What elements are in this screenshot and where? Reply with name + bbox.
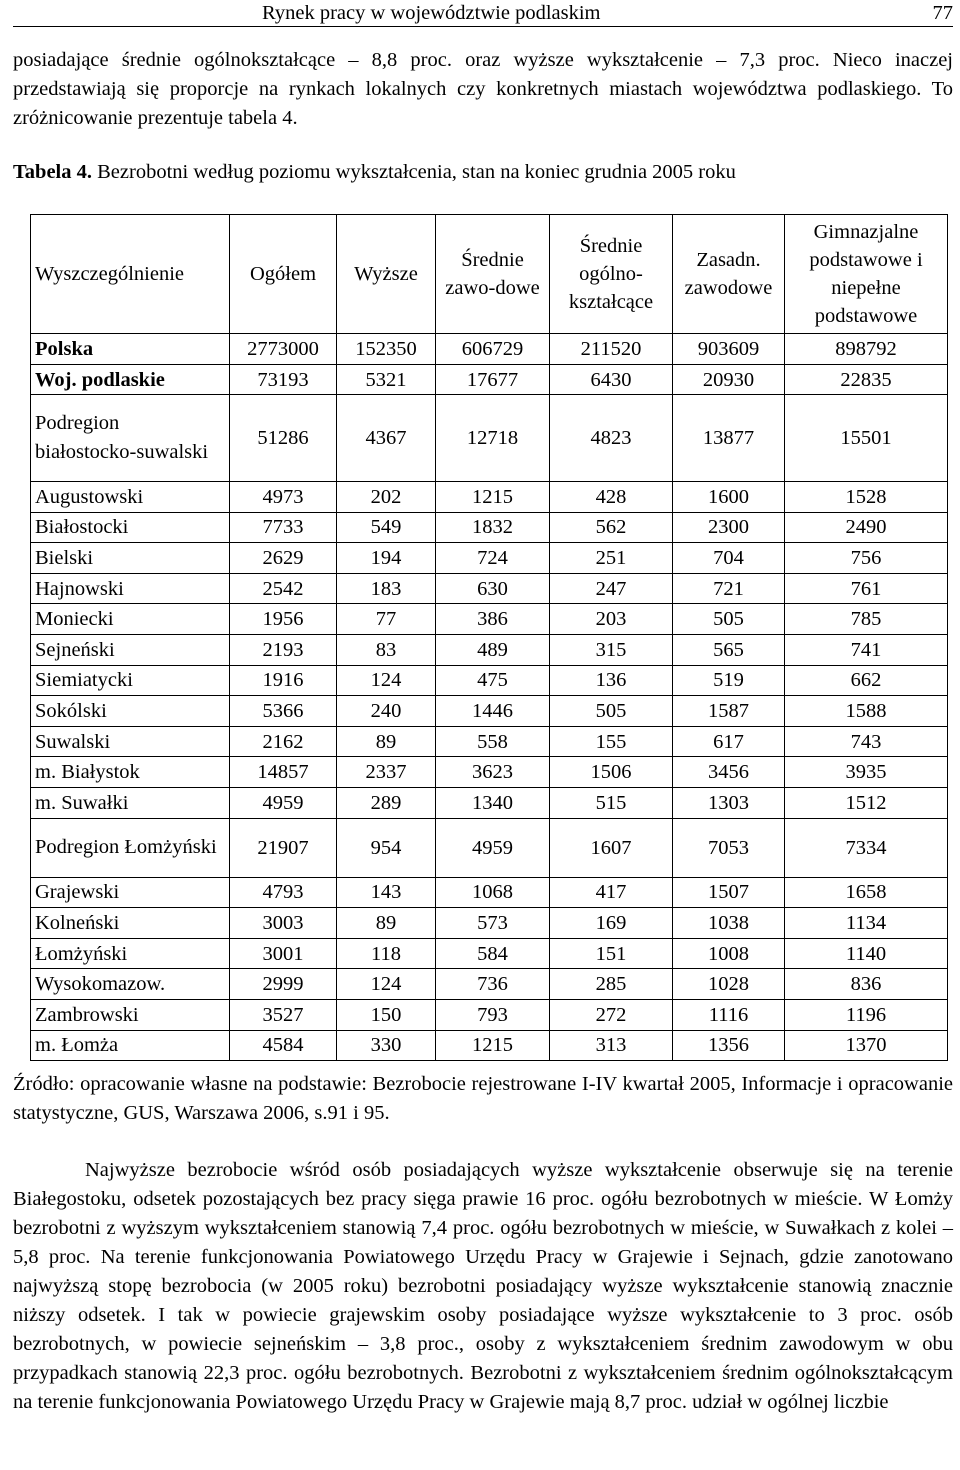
value-cell: 1068 <box>436 877 550 908</box>
value-cell: 573 <box>436 908 550 939</box>
value-cell: 475 <box>436 665 550 696</box>
value-cell: 793 <box>436 999 550 1030</box>
value-cell: 202 <box>337 482 436 513</box>
value-cell: 3003 <box>230 908 337 939</box>
value-cell: 211520 <box>550 334 673 365</box>
value-cell: 14857 <box>230 757 337 788</box>
value-cell: 1215 <box>436 482 550 513</box>
row-label: Bielski <box>31 543 230 574</box>
value-cell: 2773000 <box>230 334 337 365</box>
table-row <box>31 938 948 969</box>
value-cell: 2542 <box>230 573 337 604</box>
page-number: 77 <box>932 2 953 24</box>
value-cell: 1140 <box>785 938 948 969</box>
row-label: Sokólski <box>31 696 230 727</box>
value-cell: 7733 <box>230 512 337 543</box>
value-cell: 2490 <box>785 512 948 543</box>
row-label: Siemiatycki <box>31 665 230 696</box>
table-row <box>31 573 948 604</box>
value-cell: 4823 <box>550 395 673 482</box>
value-cell: 515 <box>550 787 673 818</box>
value-cell: 1028 <box>673 969 785 1000</box>
value-cell: 315 <box>550 634 673 665</box>
value-cell: 1658 <box>785 877 948 908</box>
value-cell: 1587 <box>673 696 785 727</box>
source-note: Źródło: opracowanie własne na podstawie: Bezrobocie rejestrowane I-IV kwartał 2005, Informacje i opracowanie statystyczne, GUS, Warszawa 2006, s.91 i 95. <box>13 1073 953 1124</box>
unemployment-by-education-table <box>30 214 948 1061</box>
value-cell: 4793 <box>230 877 337 908</box>
row-label: Woj. podlaskie <box>31 365 230 395</box>
value-cell: 2337 <box>337 757 436 788</box>
value-cell: 954 <box>337 818 436 877</box>
running-header <box>13 2 953 27</box>
value-cell: 562 <box>550 512 673 543</box>
table-row <box>31 969 948 1000</box>
value-cell: 183 <box>337 573 436 604</box>
row-label: Moniecki <box>31 604 230 635</box>
row-label: Białostocki <box>31 512 230 543</box>
value-cell: 12718 <box>436 395 550 482</box>
value-cell: 330 <box>337 1030 436 1061</box>
value-cell: 17677 <box>436 365 550 395</box>
value-cell: 5321 <box>337 365 436 395</box>
table-row <box>31 512 948 543</box>
table-row <box>31 999 948 1030</box>
value-cell: 15501 <box>785 395 948 482</box>
table-row <box>31 482 948 513</box>
body-paragraph-text: Najwyższe bezrobocie wśród osób posiadających wyższe wykształcenie obserwuje się na terenie Białegostoku, odsetek pozostających bez pracy sięga prawie 16 proc. ogółu bezrobotnych w mieście. W Łomży bezrobotni z wyższym wykształceniem stanowią 7,4 proc. ogółu bezrobotnych w mieście, w Suwałkach z kolei – 5,8 proc. Na terenie funkcjonowania Powiatowego Urzędu Pracy w Grajewie i Sejnach, gdzie zanotowano najwyższą stopę bezrobocia (w 2005 roku) bezrobotni posiadający wyższe wykształcenie stanowią znacznie niższy odsetek. I tak w powiecie grajewskim osoby posiadające wyższe wykształcenie to 3 proc. osób bezrobotnych, w powiecie sejneńskim – 3,8 proc., osoby z wykształceniem średnim zawodowym w obu przypadkach stanowią 22,3 proc. ogółu bezrobotnych. Bezrobotni z wykształceniem średnim ogólnokształcącym na terenie funkcjonowania Powiatowego Urzędu Pracy w Grajewie mają 8,7 proc. udział w ogólnej liczbie <box>13 1159 953 1413</box>
value-cell: 4367 <box>337 395 436 482</box>
value-cell: 505 <box>673 604 785 635</box>
value-cell: 1528 <box>785 482 948 513</box>
value-cell: 77 <box>337 604 436 635</box>
value-cell: 83 <box>337 634 436 665</box>
value-cell: 428 <box>550 482 673 513</box>
value-cell: 150 <box>337 999 436 1030</box>
value-cell: 724 <box>436 543 550 574</box>
header-cell: Gimnazjalne podstawowe i niepełne podstawowe <box>785 215 948 334</box>
value-cell: 584 <box>436 938 550 969</box>
value-cell: 2999 <box>230 969 337 1000</box>
value-cell: 7053 <box>673 818 785 877</box>
value-cell: 124 <box>337 665 436 696</box>
value-cell: 2193 <box>230 634 337 665</box>
value-cell: 155 <box>550 726 673 757</box>
value-cell: 194 <box>337 543 436 574</box>
value-cell: 169 <box>550 908 673 939</box>
row-label: Łomżyński <box>31 938 230 969</box>
table-row <box>31 877 948 908</box>
value-cell: 3935 <box>785 757 948 788</box>
value-cell: 118 <box>337 938 436 969</box>
value-cell: 251 <box>550 543 673 574</box>
value-cell: 1356 <box>673 1030 785 1061</box>
value-cell: 5366 <box>230 696 337 727</box>
table-row <box>31 696 948 727</box>
value-cell: 1832 <box>436 512 550 543</box>
value-cell: 3527 <box>230 999 337 1030</box>
table-row <box>31 604 948 635</box>
value-cell: 1506 <box>550 757 673 788</box>
value-cell: 1507 <box>673 877 785 908</box>
value-cell: 741 <box>785 634 948 665</box>
value-cell: 152350 <box>337 334 436 365</box>
row-label: Grajewski <box>31 877 230 908</box>
value-cell: 21907 <box>230 818 337 877</box>
row-label: Sejneński <box>31 634 230 665</box>
value-cell: 606729 <box>436 334 550 365</box>
value-cell: 761 <box>785 573 948 604</box>
value-cell: 1196 <box>785 999 948 1030</box>
value-cell: 903609 <box>673 334 785 365</box>
value-cell: 1607 <box>550 818 673 877</box>
table-caption <box>13 158 736 187</box>
table-row <box>31 757 948 788</box>
value-cell: 1303 <box>673 787 785 818</box>
value-cell: 1956 <box>230 604 337 635</box>
table-row <box>31 543 948 574</box>
value-cell: 151 <box>550 938 673 969</box>
table-row <box>31 665 948 696</box>
value-cell: 785 <box>785 604 948 635</box>
value-cell: 124 <box>337 969 436 1000</box>
value-cell: 898792 <box>785 334 948 365</box>
value-cell: 565 <box>673 634 785 665</box>
value-cell: 3001 <box>230 938 337 969</box>
value-cell: 386 <box>436 604 550 635</box>
table-row <box>31 726 948 757</box>
value-cell: 1008 <box>673 938 785 969</box>
table-caption-text: Bezrobotni według poziomu wykształcenia, stan na koniec grudnia 2005 roku <box>92 161 736 183</box>
value-cell: 1116 <box>673 999 785 1030</box>
body-paragraph <box>13 1156 953 1417</box>
value-cell: 7334 <box>785 818 948 877</box>
value-cell: 617 <box>673 726 785 757</box>
table-row <box>31 395 948 482</box>
value-cell: 285 <box>550 969 673 1000</box>
value-cell: 630 <box>436 573 550 604</box>
header-cell: Średnie zawo-dowe <box>436 215 550 334</box>
value-cell: 1340 <box>436 787 550 818</box>
value-cell: 89 <box>337 726 436 757</box>
value-cell: 247 <box>550 573 673 604</box>
value-cell: 22835 <box>785 365 948 395</box>
value-cell: 289 <box>337 787 436 818</box>
row-label: Augustowski <box>31 482 230 513</box>
value-cell: 1134 <box>785 908 948 939</box>
value-cell: 89 <box>337 908 436 939</box>
row-label: Hajnowski <box>31 573 230 604</box>
value-cell: 417 <box>550 877 673 908</box>
value-cell: 73193 <box>230 365 337 395</box>
value-cell: 1370 <box>785 1030 948 1061</box>
value-cell: 505 <box>550 696 673 727</box>
value-cell: 1446 <box>436 696 550 727</box>
value-cell: 143 <box>337 877 436 908</box>
value-cell: 1215 <box>436 1030 550 1061</box>
row-label: Podregion Łomżyński <box>31 818 230 877</box>
table-row <box>31 908 948 939</box>
value-cell: 1916 <box>230 665 337 696</box>
row-label: Zambrowski <box>31 999 230 1030</box>
header-cell: Średnie ogólno-kształcące <box>550 215 673 334</box>
value-cell: 3456 <box>673 757 785 788</box>
row-label: m. Suwałki <box>31 787 230 818</box>
row-label: m. Białystok <box>31 757 230 788</box>
value-cell: 1588 <box>785 696 948 727</box>
table-row <box>31 634 948 665</box>
value-cell: 313 <box>550 1030 673 1061</box>
table-header-row <box>31 215 948 334</box>
value-cell: 549 <box>337 512 436 543</box>
value-cell: 272 <box>550 999 673 1030</box>
header-cell: Zasadn. zawodowe <box>673 215 785 334</box>
value-cell: 136 <box>550 665 673 696</box>
table-row <box>31 334 948 365</box>
value-cell: 4973 <box>230 482 337 513</box>
value-cell: 240 <box>337 696 436 727</box>
table-row <box>31 1030 948 1061</box>
value-cell: 736 <box>436 969 550 1000</box>
header-cell: Wyszczególnienie <box>31 215 230 334</box>
table-row <box>31 365 948 395</box>
value-cell: 51286 <box>230 395 337 482</box>
value-cell: 721 <box>673 573 785 604</box>
value-cell: 4584 <box>230 1030 337 1061</box>
value-cell: 2162 <box>230 726 337 757</box>
value-cell: 756 <box>785 543 948 574</box>
value-cell: 558 <box>436 726 550 757</box>
running-title: Rynek pracy w województwie podlaskim <box>262 2 601 24</box>
table-caption-label: Tabela 4. <box>13 161 92 183</box>
value-cell: 836 <box>785 969 948 1000</box>
value-cell: 2629 <box>230 543 337 574</box>
table-row <box>31 787 948 818</box>
row-label: Polska <box>31 334 230 365</box>
header-cell: Wyższe <box>337 215 436 334</box>
value-cell: 13877 <box>673 395 785 482</box>
row-label: m. Łomża <box>31 1030 230 1061</box>
header-cell: Ogółem <box>230 215 337 334</box>
row-label: Kolneński <box>31 908 230 939</box>
value-cell: 489 <box>436 634 550 665</box>
value-cell: 4959 <box>230 787 337 818</box>
row-label: Wysokomazow. <box>31 969 230 1000</box>
value-cell: 1600 <box>673 482 785 513</box>
row-label: Podregion białostocko-suwalski <box>31 395 230 482</box>
value-cell: 20930 <box>673 365 785 395</box>
value-cell: 1512 <box>785 787 948 818</box>
table-body <box>31 334 948 1061</box>
intro-paragraph: posiadające średnie ogólnokształcące – 8,8 proc. oraz wyższe wykształcenie – 7,3 proc. Nieco inaczej przedstawiają się proporcje na rynkach lokalnych czy konkretnych miastach województwa podlaskiego. To zróżnicowanie prezentuje tabela 4. <box>13 49 953 129</box>
value-cell: 3623 <box>436 757 550 788</box>
value-cell: 519 <box>673 665 785 696</box>
table-row <box>31 818 948 877</box>
value-cell: 6430 <box>550 365 673 395</box>
value-cell: 2300 <box>673 512 785 543</box>
value-cell: 743 <box>785 726 948 757</box>
row-label: Suwalski <box>31 726 230 757</box>
value-cell: 662 <box>785 665 948 696</box>
value-cell: 704 <box>673 543 785 574</box>
value-cell: 1038 <box>673 908 785 939</box>
value-cell: 4959 <box>436 818 550 877</box>
value-cell: 203 <box>550 604 673 635</box>
